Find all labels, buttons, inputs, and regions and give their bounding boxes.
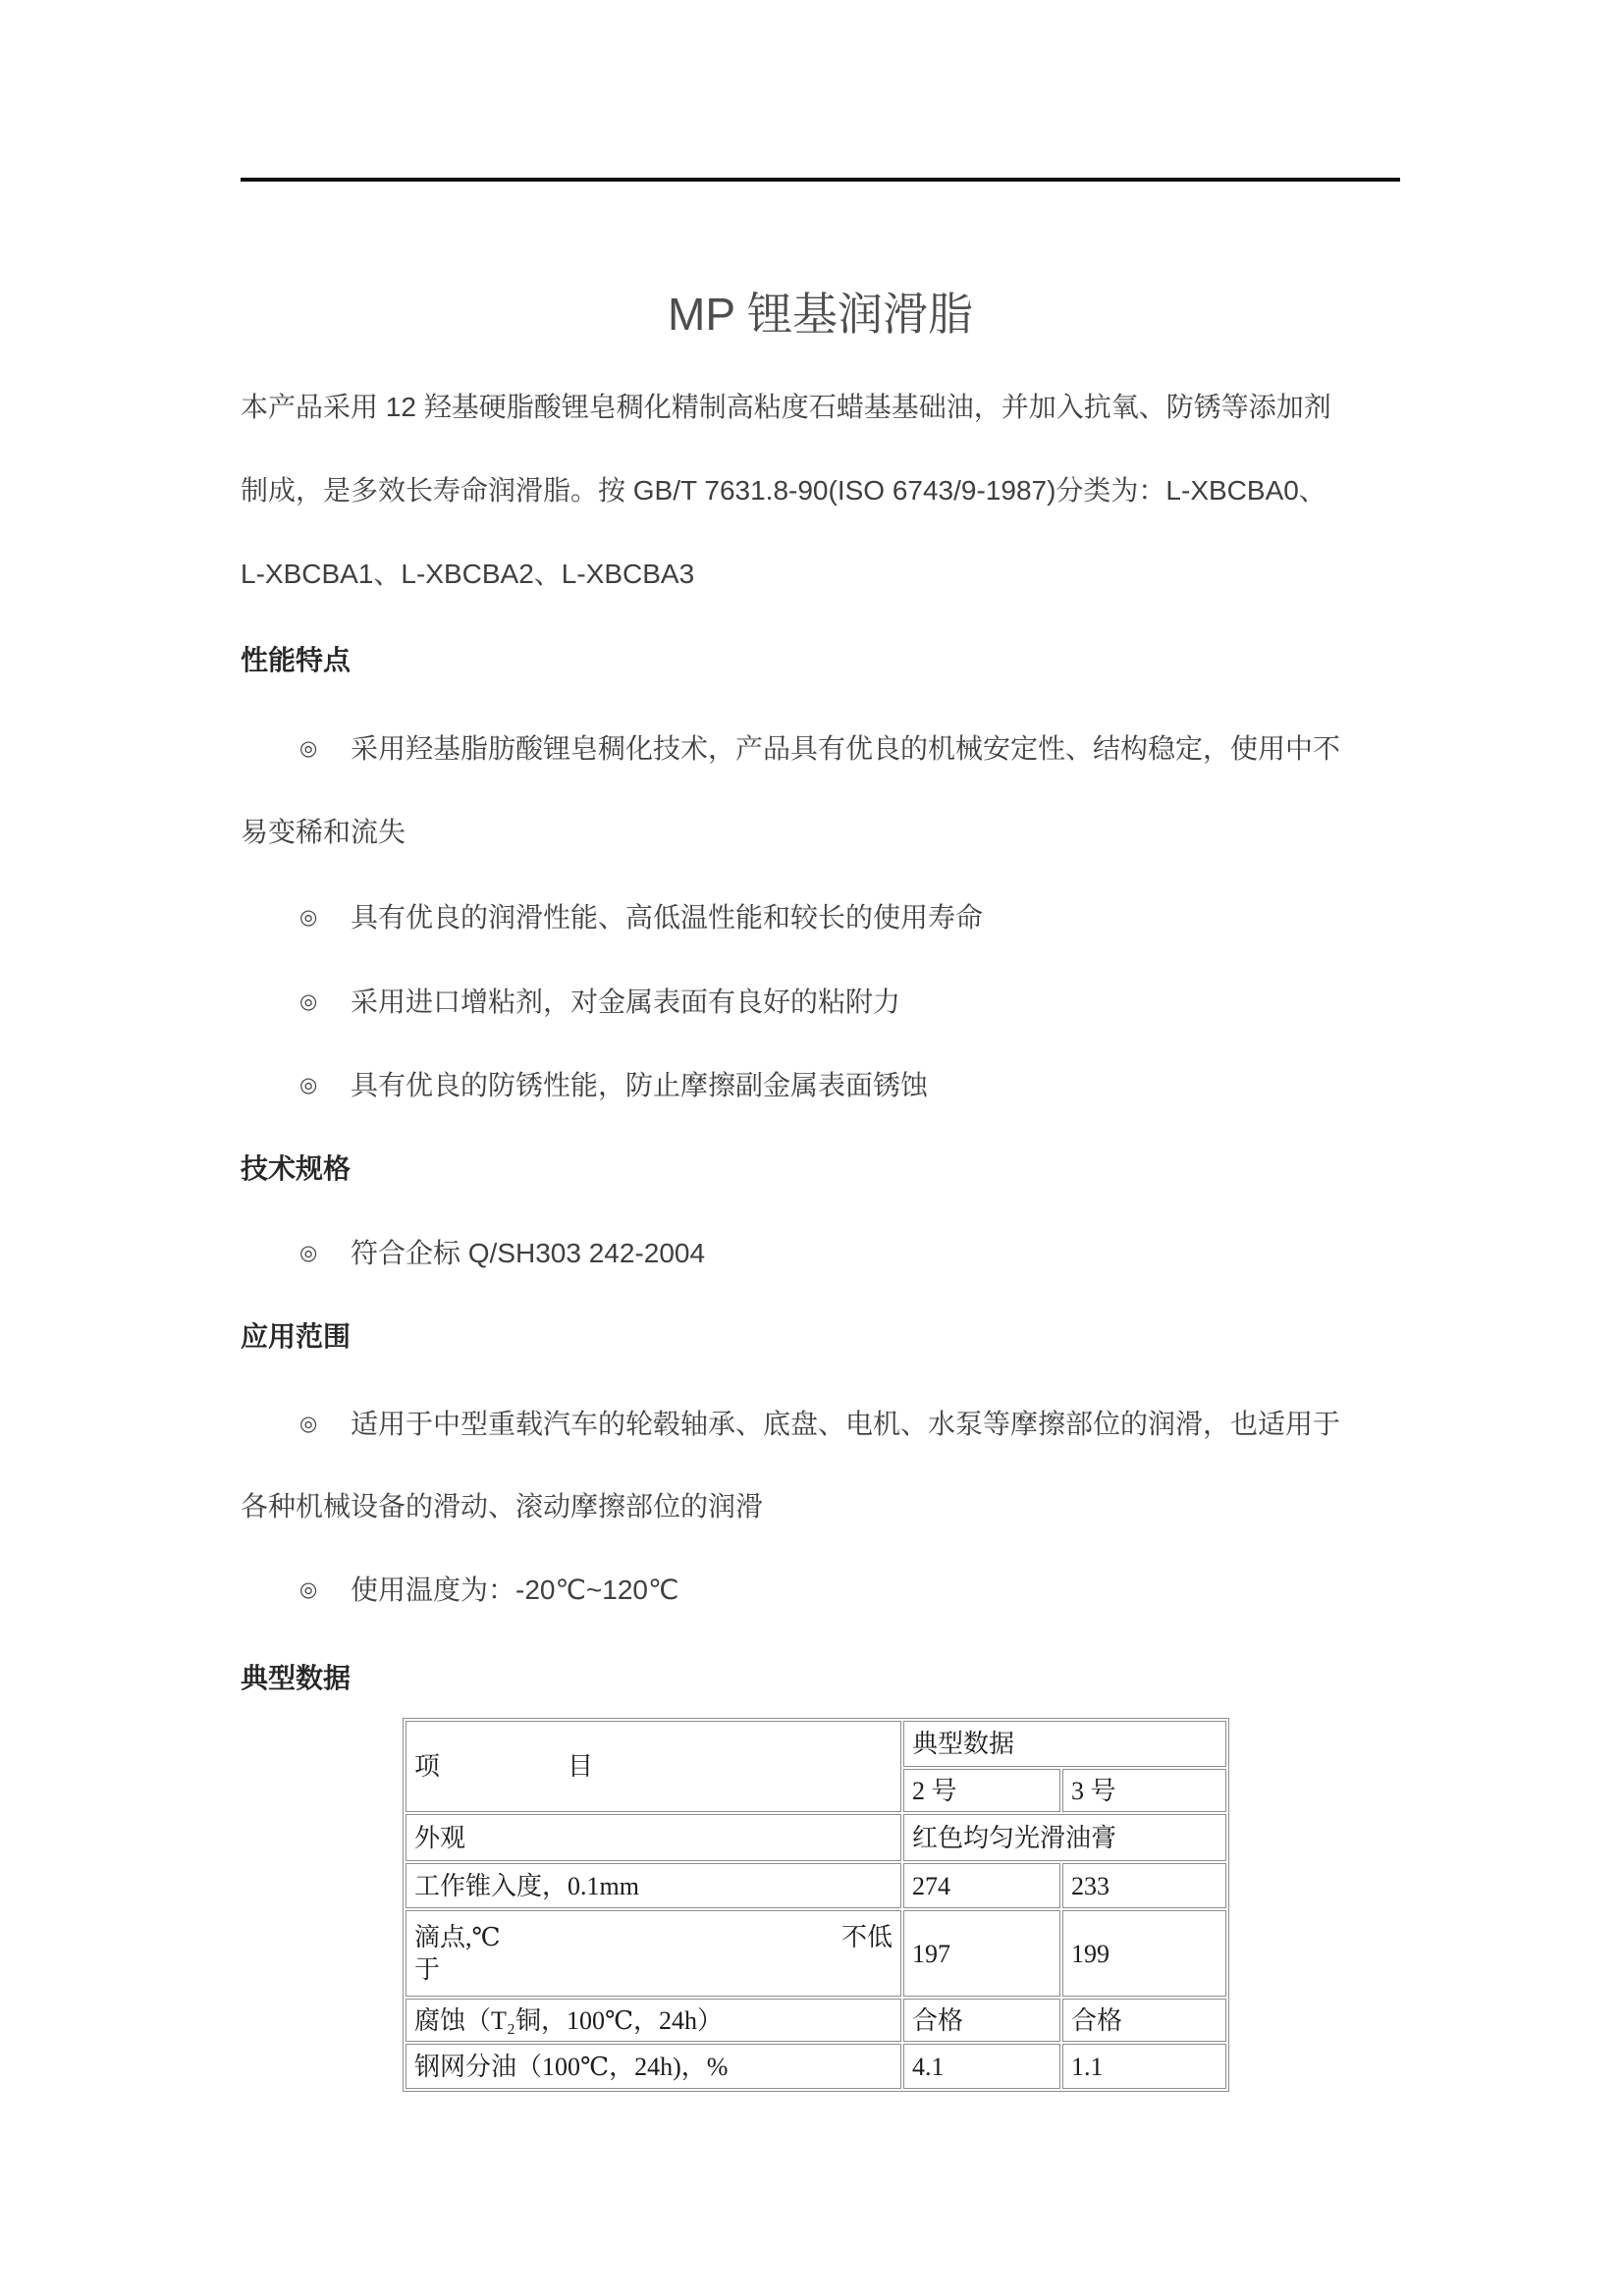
features-bullet-3 xyxy=(241,982,1404,1023)
heading-typical-data: 典型数据 xyxy=(241,1663,352,1693)
header-cell-grade-3: 3 号 xyxy=(1062,1769,1226,1812)
row-value-grade2: 4.1 xyxy=(903,2044,1060,2089)
heading-features: 性能特点 xyxy=(241,645,352,675)
dropping-point-line-1 xyxy=(414,1921,893,1953)
table-row-dropping-point xyxy=(406,1910,1226,1997)
top-horizontal-rule xyxy=(241,178,1400,182)
bullet-icon: ◎ xyxy=(299,906,318,929)
dropping-point-label: 滴点,℃ xyxy=(414,1923,501,1951)
row-label: 外观 xyxy=(406,1814,901,1861)
intro-line-3: L-XBCBA1、L-XBCBA2、L-XBCBA3 xyxy=(241,559,695,589)
intro-line-2: 制成，是多效长寿命润滑脂。按 GB/T 7631.8-90(ISO 6743/9-1987)分类为：L-XBCBA0、 xyxy=(241,475,1326,506)
header-cell-grade-2: 2 号 xyxy=(903,1769,1060,1812)
applications-bullet-1-continuation: 各种机械设备的滑动、滚动摩擦部位的润滑 xyxy=(241,1491,764,1522)
applications-bullet-1 xyxy=(241,1404,1404,1445)
row-label xyxy=(406,1910,901,1997)
row-value: 红色均匀光滑油膏 xyxy=(903,1814,1226,1861)
dropping-point-condition: 不低 xyxy=(840,1923,893,1951)
page-title: MP 锂基润滑脂 xyxy=(668,289,973,340)
heading-applications: 应用范围 xyxy=(241,1321,352,1352)
features-bullet-4-text: 具有优良的防锈性能，防止摩擦副金属表面锈蚀 xyxy=(351,1070,929,1100)
applications-bullet-2-text: 使用温度为：-20℃~120℃ xyxy=(351,1575,679,1605)
bullet-icon: ◎ xyxy=(299,1578,318,1601)
row-value-grade3: 合格 xyxy=(1062,1999,1226,2042)
header-cell-item: 项 目 xyxy=(406,1721,901,1812)
features-bullet-2-text: 具有优良的润滑性能、高低温性能和较长的使用寿命 xyxy=(351,902,984,933)
row-value-grade3: 199 xyxy=(1062,1910,1226,1997)
row-label: 钢网分油（100℃，24h)，% xyxy=(406,2044,901,2089)
features-bullet-1-continuation: 易变稀和流失 xyxy=(241,817,406,847)
intro-line-1: 本产品采用 12 羟基硬脂酸锂皂稠化精制高粘度石蜡基基础油，并加入抗氧、防锈等添加剂 xyxy=(241,392,1331,422)
row-value-grade2: 274 xyxy=(903,1863,1060,1908)
dropping-point-line-2: 于 xyxy=(414,1955,441,1984)
row-value-grade2: 合格 xyxy=(903,1999,1060,2042)
features-bullet-4 xyxy=(241,1065,1404,1106)
bullet-icon: ◎ xyxy=(299,990,318,1013)
bullet-icon: ◎ xyxy=(299,1413,318,1435)
bullet-icon: ◎ xyxy=(299,737,318,760)
table-row-corrosion xyxy=(406,1999,1226,2042)
applications-bullet-2 xyxy=(241,1570,1404,1611)
table-row-appearance xyxy=(406,1814,1226,1861)
row-label: 工作锥入度，0.1mm xyxy=(406,1863,901,1908)
table-header-row-1 xyxy=(406,1721,1226,1767)
specs-bullet-1-text: 符合企标 Q/SH303 242-2004 xyxy=(351,1238,706,1268)
heading-specs: 技术规格 xyxy=(241,1153,352,1184)
features-bullet-3-text: 采用进口增粘剂，对金属表面有良好的粘附力 xyxy=(351,987,901,1017)
row-value-grade2: 197 xyxy=(903,1910,1060,1997)
row-value-grade3: 233 xyxy=(1062,1863,1226,1908)
table-row-penetration xyxy=(406,1863,1226,1908)
bullet-icon: ◎ xyxy=(299,1074,318,1096)
features-bullet-2 xyxy=(241,897,1404,938)
typical-data-table-container xyxy=(403,1718,1229,2092)
header-cell-group: 典型数据 xyxy=(903,1721,1226,1767)
applications-bullet-1-text: 适用于中型重载汽车的轮毂轴承、底盘、电机、水泵等摩擦部位的润滑，也适用于 xyxy=(351,1409,1341,1439)
features-bullet-1 xyxy=(241,728,1404,770)
table-row-oil-separation xyxy=(406,2044,1226,2089)
bullet-icon: ◎ xyxy=(299,1242,318,1264)
specs-bullet-1 xyxy=(241,1233,1404,1274)
typical-data-table xyxy=(403,1718,1229,2092)
row-label: 腐蚀（T₂铜，100℃，24h） xyxy=(406,1999,901,2042)
row-value-grade3: 1.1 xyxy=(1062,2044,1226,2089)
features-bullet-1-text: 采用羟基脂肪酸锂皂稠化技术，产品具有优良的机械安定性、结构稳定，使用中不 xyxy=(351,733,1341,764)
